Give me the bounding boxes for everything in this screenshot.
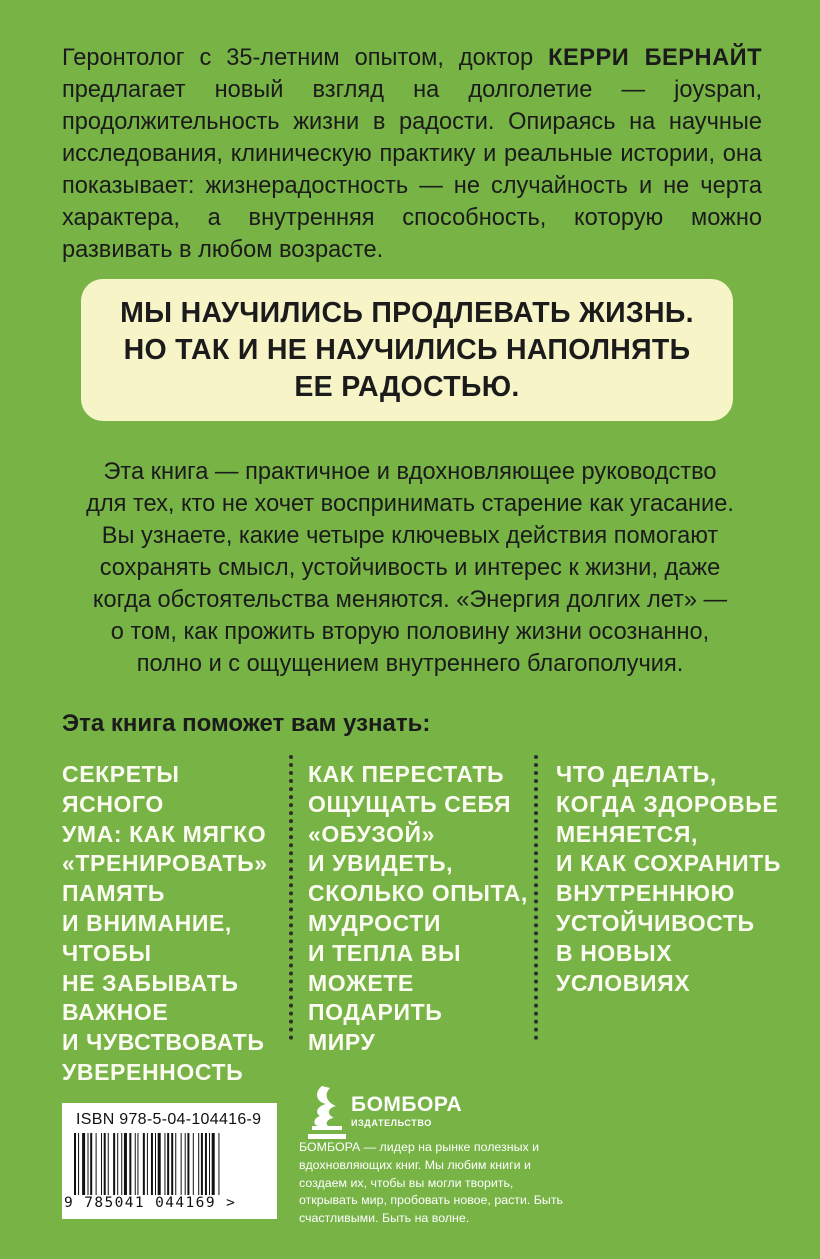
description-paragraph: [50, 456, 770, 680]
barcode-digits: 9 785041 044169 >: [64, 1195, 237, 1211]
benefit-column-memory: СЕКРЕТЫ ЯСНОГО УМА: КАК МЯГКО «ТРЕНИРОВАТЬ» ПАМЯТЬ И ВНИМАНИЕ, ЧТОБЫ НЕ ЗАБЫВАТЬ ВАЖНОЕ И ЧУВСТВОВАТЬ УВЕРЕННОСТЬ: [62, 761, 268, 1085]
publisher-logo-name: БОМБОРА: [351, 1093, 463, 1116]
helps-heading: Эта книга поможет вам узнать:: [62, 710, 431, 737]
description-line: для тех, кто не хочет воспринимать старение как угасание.: [86, 491, 734, 517]
publisher-description: БОМБОРА — лидер на рынке полезных и вдохновляющих книг. Мы любим книги и создаем их, чтобы вы могли творить, открывать мир, пробовать новое, расти. Быть счастливыми. Быть на волне.: [299, 1140, 563, 1226]
description-line: Вы узнаете, какие четыре ключевых действия помогают: [101, 523, 719, 549]
description-line: полно и с ощущением внутреннего благополучия.: [136, 651, 684, 677]
barcode-block: [62, 1103, 277, 1219]
quote-box: [81, 279, 733, 421]
intro-body: предлагает новый взгляд на долголетие — joyspan, продолжительность жизни в радости. Опираясь на научные исследования, клиническую практику и реальные истории, она показывает: жизнерадостность — не случайность и не черта характера, а внутренняя способность, которую можно развивать в любом возрасте.: [62, 77, 762, 263]
quote-line: ЕЕ РАДОСТЬЮ.: [294, 370, 520, 403]
dotted-divider: [534, 755, 538, 1040]
barcode-bars-icon: [74, 1133, 266, 1195]
description-line: когда обстоятельства меняются. «Энергия долгих лет» —: [92, 587, 728, 613]
author-name: КЕРРИ БЕРНАЙТ: [548, 45, 762, 71]
benefit-column-purpose: КАК ПЕРЕСТАТЬ ОЩУЩАТЬ СЕБЯ «ОБУЗОЙ» И УВИДЕТЬ, СКОЛЬКО ОПЫТА, МУДРОСТИ И ТЕПЛА ВЫ МОЖЕТЕ ПОДАРИТЬ МИРУ: [308, 761, 528, 1056]
publisher-logo-subtitle: ИЗДАТЕЛЬСТВО: [351, 1118, 432, 1128]
quote-text: [120, 295, 694, 406]
dotted-divider: [289, 755, 293, 1040]
description-line: о том, как прожить вторую половину жизни осознанно,: [110, 619, 710, 645]
bombora-wave-logo-icon: [304, 1082, 350, 1146]
intro-lead: Геронтолог с 35-летним опытом, доктор: [62, 45, 549, 71]
intro-paragraph: [62, 42, 762, 266]
isbn-text: ISBN 978-5-04-104416-9: [76, 1111, 262, 1128]
quote-line: МЫ НАУЧИЛИСЬ ПРОДЛЕВАТЬ ЖИЗНЬ.: [120, 296, 694, 329]
description-line: сохранять смысл, устойчивость и интерес к жизни, даже: [99, 555, 721, 581]
description-line: Эта книга — практичное и вдохновляющее руководство: [103, 459, 717, 485]
quote-line: НО ТАК И НЕ НАУЧИЛИСЬ НАПОЛНЯТЬ: [123, 333, 691, 366]
benefit-column-health: ЧТО ДЕЛАТЬ, КОГДА ЗДОРОВЬЕ МЕНЯЕТСЯ, И КАК СОХРАНИТЬ ВНУТРЕННЮЮ УСТОЙЧИВОСТЬ В НОВЫХ УСЛОВИЯХ: [556, 761, 782, 996]
